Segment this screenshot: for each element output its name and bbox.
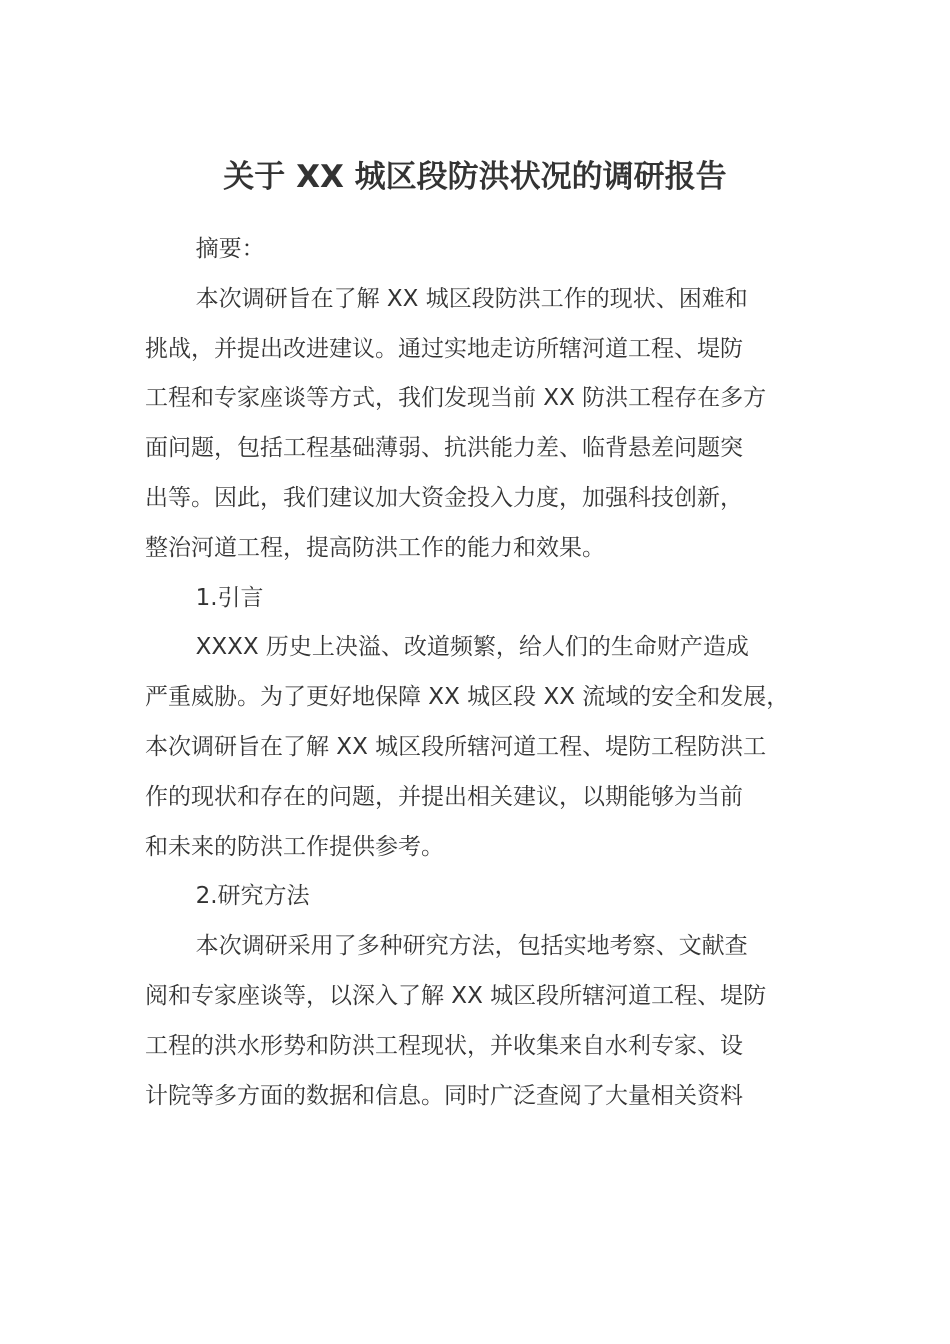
text-line: 作的现状和存在的问题，并提出相关建议，以期能够为当前 <box>145 783 743 810</box>
text-line: 计院等多方面的数据和信息。同时广泛查阅了大量相关资料 <box>145 1082 743 1109</box>
text-line: 挑战，并提出改进建议。通过实地走访所辖河道工程、堤防 <box>145 335 743 362</box>
text-line: 本次调研旨在了解 XX 城区段防洪工作的现状、困难和 <box>195 285 748 312</box>
section-heading-methods <box>145 872 830 922</box>
abstract-heading <box>145 225 830 275</box>
section-heading-introduction <box>145 574 830 624</box>
text-line: 本次调研采用了多种研究方法，包括实地考察、文献查 <box>195 933 748 960</box>
text-line: 工程和专家座谈等方式，我们发现当前 XX 防洪工程存在多方 <box>145 385 767 412</box>
text-line: 严重威胁。为了更好地保障 XX 城区段 XX 流域的安全和发展， <box>145 684 790 711</box>
text-line: 本次调研旨在了解 XX 城区段所辖河道工程、堤防工程防洪工 <box>145 733 767 760</box>
text-line: 阅和专家座谈等，以深入了解 XX 城区段所辖河道工程、堤防 <box>145 982 767 1009</box>
methods-paragraph <box>145 922 830 1121</box>
document-body <box>145 225 830 1121</box>
text-line: 2.研究方法 <box>195 883 310 910</box>
abstract-paragraph <box>145 275 830 574</box>
text-line: 1.引言 <box>195 584 264 611</box>
text-line: 面问题，包括工程基础薄弱、抗洪能力差、临背悬差问题突 <box>145 435 743 462</box>
text-line: XXXX 历史上决溢、改道频繁，给人们的生命财产造成 <box>195 634 749 661</box>
text-line: 整治河道工程，提高防洪工作的能力和效果。 <box>145 534 605 561</box>
text-line: 出等。因此，我们建议加大资金投入力度，加强科技创新， <box>145 484 743 511</box>
document-title: 关于 XX 城区段防洪状况的调研报告 <box>223 159 727 195</box>
text-line: 摘要： <box>195 236 265 262</box>
text-line: 工程的洪水形势和防洪工程现状，并收集来自水利专家、设 <box>145 1032 743 1059</box>
text-line: 和未来的防洪工作提供参考。 <box>145 833 444 860</box>
introduction-paragraph <box>145 623 830 872</box>
